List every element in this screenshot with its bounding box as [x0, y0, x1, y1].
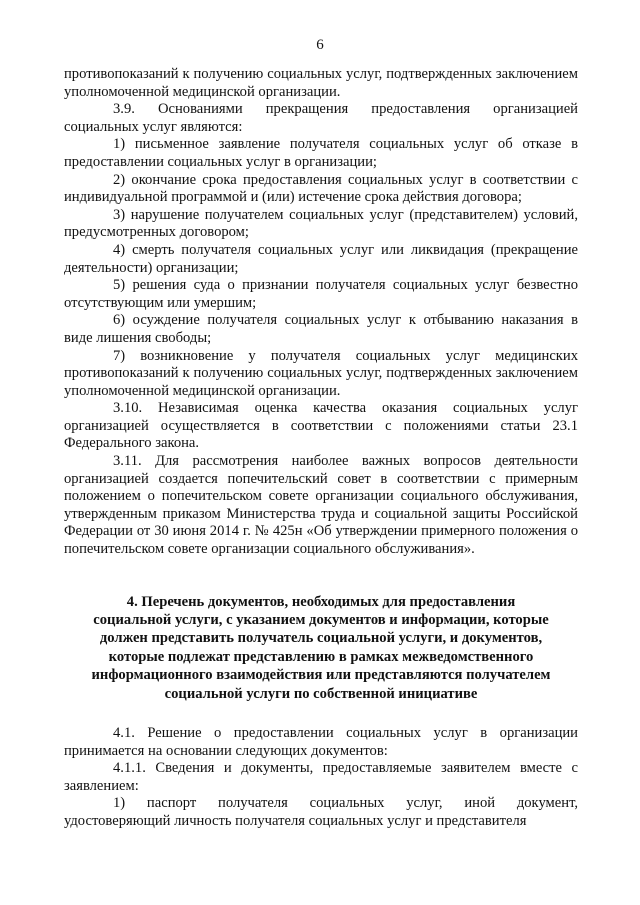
paragraph: 2) окончание срока предоставления социальных услуг в соответствии с индивидуальной программой и (или) истечение срока действия договора; [64, 171, 578, 206]
paragraph: 6) осуждение получателя социальных услуг к отбыванию наказания в виде лишения свободы; [64, 312, 578, 346]
section-heading-line: которые подлежат представлению в рамках межведомственного [108, 648, 534, 665]
paragraph: 7) возникновение у получателя социальных услуг медицинских противопоказаний к получению социальных услуг, подтвержденных заключением уполномоченной медицинской организации. [64, 347, 578, 399]
paragraph: противопоказаний к получению социальных услуг, подтвержденных заключением уполномоченной медицинской организации. [64, 66, 578, 100]
section-heading-line: 4. Перечень документов, необходимых для предоставления [126, 593, 516, 610]
paragraph: 4.1.1. Сведения и документы, предоставляемые заявителем вместе с заявлением: [64, 760, 578, 794]
section-heading [64, 593, 578, 703]
section-heading-line: должен представить получатель социальной услуги, и документов, [99, 630, 543, 647]
paragraph: 1) паспорт получателя социальных услуг, иной документ, удостоверяющий личность получателя социальных услуг и представителя [64, 795, 578, 830]
paragraph: 5) решения суда о признании получателя социальных услуг безвестно отсутствующим или умершим; [64, 277, 578, 311]
paragraph: 3) нарушение получателем социальных услуг (представителем) условий, предусмотренных договором; [64, 206, 578, 241]
paragraph: 4) смерть получателя социальных услуг или ликвидация (прекращение деятельности) организации; [64, 241, 578, 276]
page-number: 6 [316, 37, 324, 53]
section-heading-line: социальной услуги по собственной инициативе [164, 685, 478, 702]
paragraph: 3.9. Основаниями прекращения предоставления организацией социальных услуг являются: [64, 101, 578, 135]
paragraph: 3.11. Для рассмотрения наиболее важных вопросов деятельности организацией создается попечительский совет в соответствии с примерным положением о попечительском совете организации социального обслуживания, утвержденным приказом Министерства труда и социальной защиты Российской Федерации от 30 июня 2014 г. № 425н «Об утверждении примерного положения о попечительском совете организации социального обслуживания». [64, 453, 578, 558]
paragraph: 3.10. Независимая оценка качества оказания социальных услуг организацией осуществляется в соответствии с положениями статьи 23.1 Федерального закона. [64, 400, 578, 452]
paragraph: 4.1. Решение о предоставлении социальных услуг в организации принимается на основании следующих документов: [64, 725, 578, 759]
section-heading-line: информационного взаимодействия или представляются получателем [91, 667, 551, 684]
paragraph: 1) письменное заявление получателя социальных услуг об отказе в предоставлении социальных услуг в организации; [64, 136, 578, 170]
section-heading-line: социальной услуги, с указанием документов и информации, которые [93, 612, 549, 629]
document-body [64, 66, 578, 831]
